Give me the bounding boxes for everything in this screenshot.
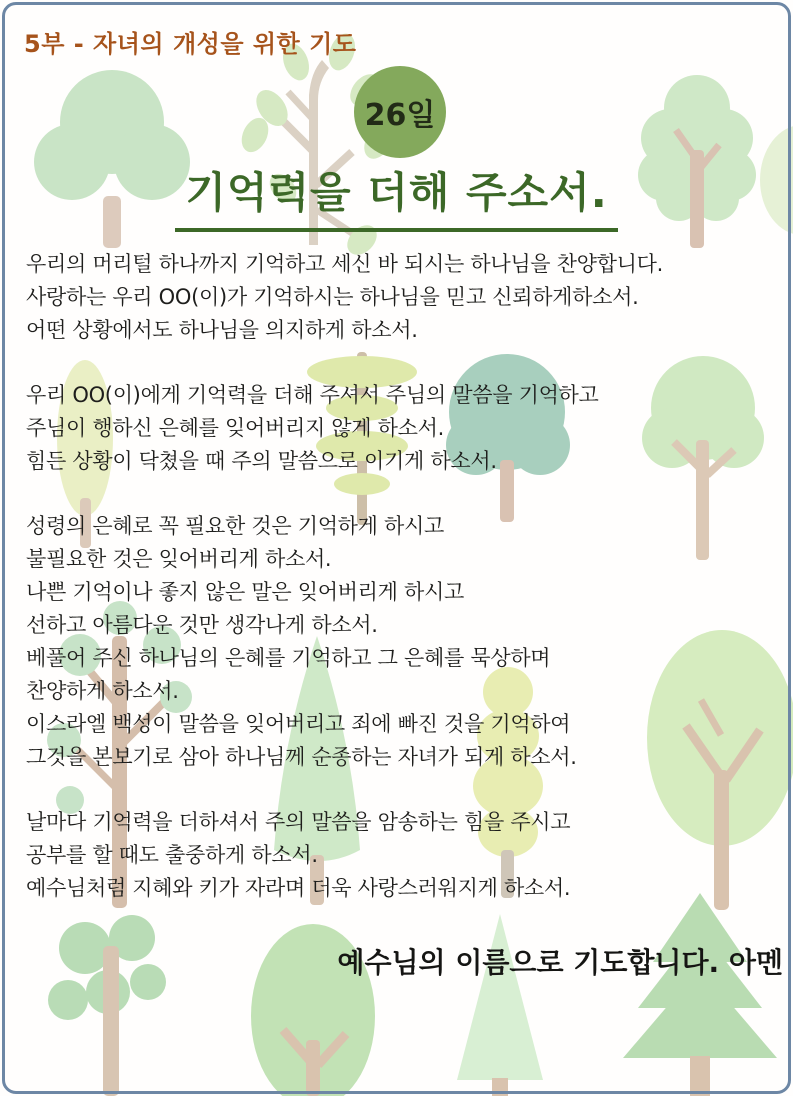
prayer-line: 주님이 행하신 은혜를 잊어버리지 않게 하소서.: [26, 416, 444, 440]
prayer-paragraph: [26, 379, 787, 478]
prayer-line: 공부를 할 때도 출중하게 하소서.: [26, 843, 318, 867]
prayer-line: 그것을 본보기로 삼아 하나님께 순종하는 자녀가 되게 하소서.: [26, 745, 577, 769]
prayer-paragraph: [26, 510, 787, 774]
prayer-line: 성령의 은혜로 꼭 필요한 것은 기억하게 하시고: [26, 514, 444, 538]
closing-line: 예수님의 이름으로 기도합니다. 아멘: [337, 946, 783, 979]
page-title: [0, 160, 793, 232]
prayer-line: 이스라엘 백성이 말씀을 잊어버리고 죄에 빠진 것을 기억하여: [26, 712, 571, 736]
prayer-line: 불필요한 것은 잊어버리게 하소서.: [26, 547, 332, 571]
prayer-line: 우리 OO(이)에게 기억력을 더해 주셔서 주님의 말씀을 기억하고: [26, 383, 599, 407]
day-badge: [354, 66, 446, 158]
prayer-line: 선하고 아름다운 것만 생각나게 하소서.: [26, 613, 378, 637]
prayer-line: 우리의 머리털 하나까지 기억하고 세신 바 되시는 하나님을 찬양합니다.: [26, 252, 663, 276]
prayer-line: 날마다 기억력을 더하셔서 주의 말씀을 암송하는 힘을 주시고: [26, 810, 571, 834]
prayer-line: 힘든 상황이 닥쳤을 때 주의 말씀으로 이기게 하소서.: [26, 449, 497, 473]
prayer-body: [26, 248, 787, 981]
series-header: 5부 - 자녀의 개성을 위한 기도: [24, 30, 357, 58]
prayer-line: 나쁜 기억이나 좋지 않은 말은 잊어버리게 하시고: [26, 580, 464, 604]
prayer-line: 사랑하는 우리 OO(이)가 기억하시는 하나님을 믿고 신뢰하게하소서.: [26, 285, 639, 309]
prayer-paragraph: [26, 806, 787, 905]
prayer-line: 어떤 상황에서도 하나님을 의지하게 하소서.: [26, 318, 418, 342]
day-badge-label: 26일: [364, 98, 436, 133]
prayer-line: 베풀어 주신 하나님의 은혜를 기억하고 그 은혜를 묵상하며: [26, 646, 551, 670]
prayer-line: 예수님처럼 지혜와 키가 자라며 더욱 사랑스러워지게 하소서.: [26, 876, 571, 900]
prayer-line: 찬양하게 하소서.: [26, 679, 179, 703]
page-title-text: 기억력을 더해 주소서.: [175, 160, 617, 232]
prayer-paragraph: [26, 248, 787, 347]
